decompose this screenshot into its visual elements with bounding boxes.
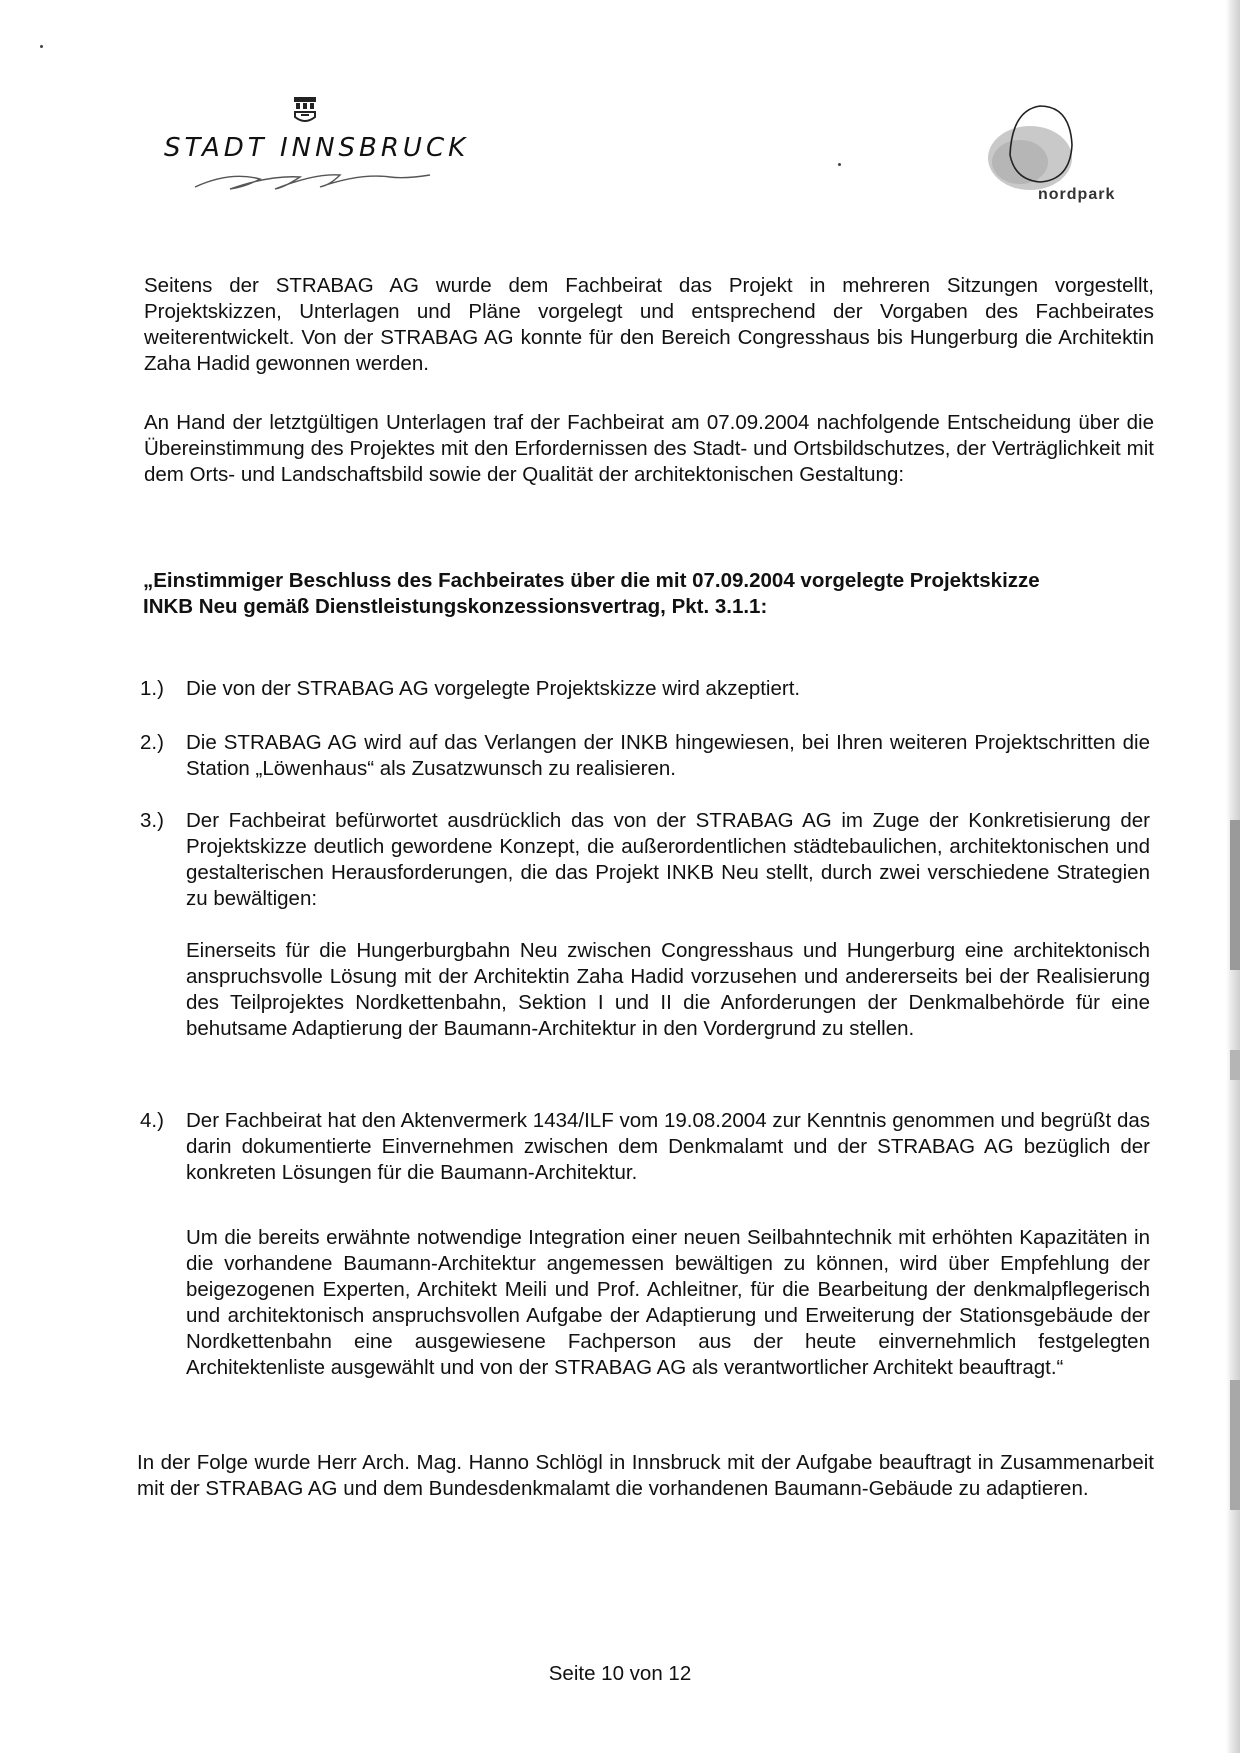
item-text: Die STRABAG AG wird auf das Verlangen der INKB hingewiesen, bei Ihren weiteren Projektschritten die Station „Löwenhaus“ als Zusatzwunsch zu realisieren. <box>186 731 1150 780</box>
page-number: Seite 10 von 12 <box>548 1662 692 1685</box>
city-name: STADT INNSBRUCK <box>164 133 470 163</box>
item-number: 1.) <box>140 677 164 700</box>
item-number: 3.) <box>140 809 164 832</box>
city-crest-icon <box>292 95 318 125</box>
item-text: Der Fachbeirat befürwortet ausdrücklich das von der STRABAG AG im Zuge der Konkretisierung der Projektskizze deutlich gewordene Konzept, die außerordentlichen städtebaulichen, architektonischen und gestalterischen Herausforderungen, die das Projekt INKB Neu stellt, durch zwei verschiedene Strategien zu bewältigen: <box>186 809 1150 910</box>
city-logo-flourish <box>190 165 440 193</box>
nordpark-logo <box>960 100 1130 210</box>
item-subparagraph: Um die bereits erwähnte notwendige Integration einer neuen Seilbahntechnik mit erhöhten Kapazitäten in die vorhandene Baumann-Architektur angemessen bewältigen zu können, wird über Empfehlung der beigezogenen Experten, Architekt Meili und Prof. Achleitner, für die Bearbeitung der denkmalpflegerisch und architektonisch anspruchsvollen Aufgabe der Adaptierung und Erweiterung der Stationsgebäude der Nordkettenbahn eine ausgewiesene Fachperson aus der heute einvernehmlich festgelegten Architektenliste ausgewählt und von der STRABAG AG als verantwortlicher Architekt beauftragt.“ <box>186 1226 1150 1379</box>
nordpark-logo-label: nordpark <box>1038 186 1116 203</box>
item-number: 2.) <box>140 731 164 754</box>
scan-speck <box>838 163 841 166</box>
item-text: Die von der STRABAG AG vorgelegte Projektskizze wird akzeptiert. <box>186 677 801 700</box>
intro-paragraph: Seitens der STRABAG AG wurde dem Fachbeirat das Projekt in mehreren Sitzungen vorgestellt, Projektskizzen, Unterlagen und Pläne vorgelegt und entsprechend der Vorgaben des Fachbeirates weiterentwickelt. Von der STRABAG AG konnte für den Bereich Congresshaus bis Hungerburg die Architektin Zaha Hadid gewonnen werden. <box>144 274 1154 375</box>
scan-speck <box>40 45 43 48</box>
item-number: 4.) <box>140 1109 164 1132</box>
city-logo <box>160 95 470 205</box>
item-subparagraph: Einerseits für die Hungerburgbahn Neu zwischen Congresshaus und Hungerburg eine architektonisch anspruchsvolle Lösung mit der Architektin Zaha Hadid vorzusehen und andererseits bei der Realisierung des Teilprojektes Nordkettenbahn, Sektion I und II die Anforderungen der Denkmalbehörde für eine behutsame Adaptierung der Baumann-Architektur in den Vordergrund zu stellen. <box>186 939 1150 1040</box>
item-text: Der Fachbeirat hat den Aktenvermerk 1434/ILF vom 19.08.2004 zur Kenntnis genommen und begrüßt das darin dokumentierte Einvernehmen zwischen dem Denkmalamt und der STRABAG AG bezüglich der konkreten Lösungen für die Baumann-Architektur. <box>186 1109 1150 1184</box>
closing-paragraph: In der Folge wurde Herr Arch. Mag. Hanno Schlögl in Innsbruck mit der Aufgabe beauftragt in Zusammenarbeit mit der STRABAG AG und dem Bundesdenkmalamt die vorhandenen Baumann-Gebäude zu adaptieren. <box>137 1451 1154 1500</box>
resolution-heading: „Einstimmiger Beschluss des Fachbeirates über die mit 07.09.2004 vorgelegte Projektskizze INKB Neu gemäß Dienstleistungskonzessionsvertrag, Pkt. 3.1.1: <box>143 569 1040 618</box>
decision-intro-paragraph: An Hand der letztgültigen Unterlagen traf der Fachbeirat am 07.09.2004 nachfolgende Entscheidung über die Übereinstimmung des Projektes mit den Erfordernissen des Stadt- und Ortsbildschutzes, der Verträglichkeit mit dem Orts- und Landschaftsbild sowie der Qualität der architektonischen Gestaltung: <box>144 411 1154 486</box>
scan-edge-artifact <box>1226 0 1240 1753</box>
